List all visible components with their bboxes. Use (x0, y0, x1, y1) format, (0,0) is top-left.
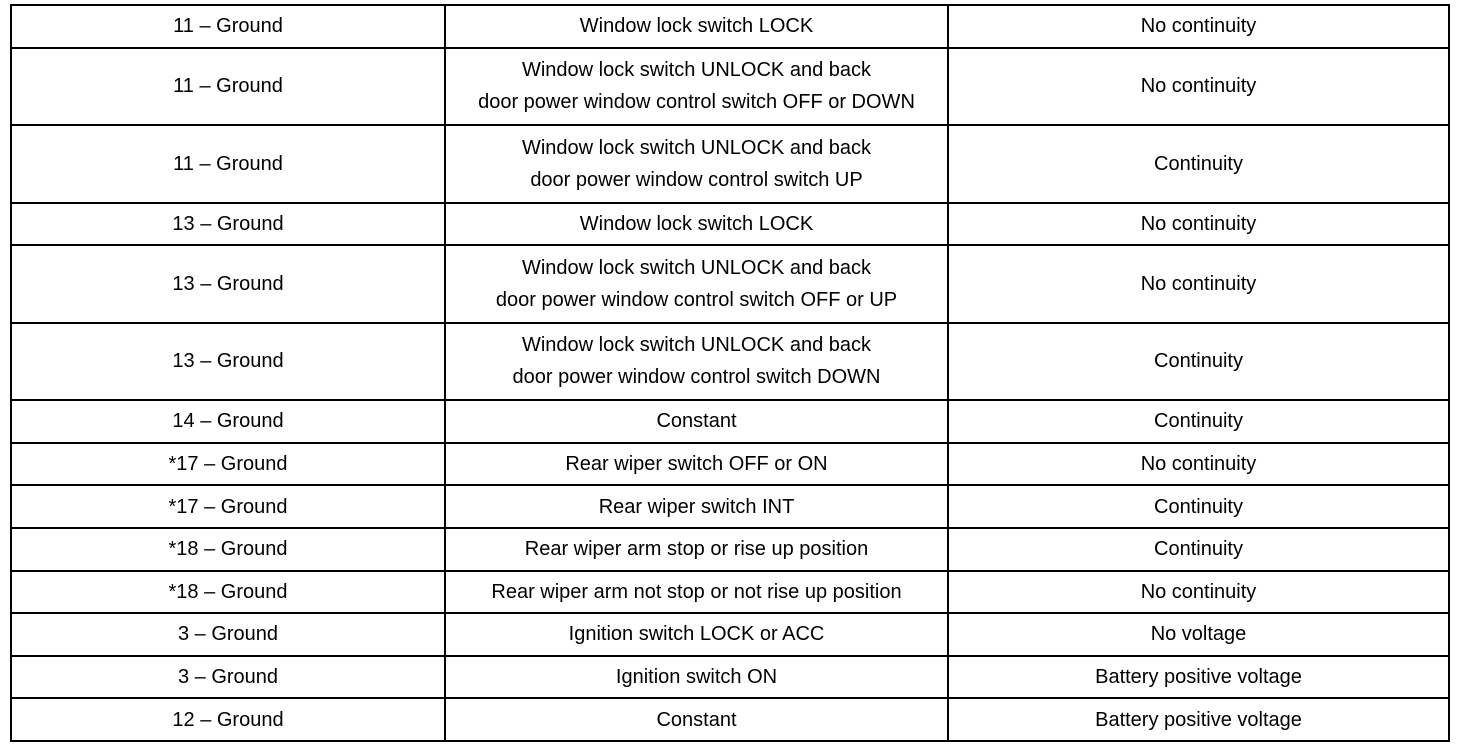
condition-line: Window lock switch UNLOCK and back (521, 334, 871, 357)
table-row (11, 571, 1449, 614)
table-row (11, 5, 1449, 48)
table-row (11, 443, 1449, 486)
table-row (11, 48, 1449, 126)
condition-line: Ignition switch ON (615, 666, 778, 689)
table-row (11, 613, 1449, 656)
condition-line: Constant (656, 410, 737, 433)
condition-line: door power window control switch OFF or UP (495, 288, 898, 311)
condition-cell (445, 571, 948, 614)
condition-line: Window lock switch LOCK (579, 15, 814, 38)
condition-cell (445, 656, 948, 699)
terminal-cell: *17 – Ground (11, 485, 445, 528)
condition-line: door power window control switch DOWN (512, 366, 881, 389)
condition-cell (445, 245, 948, 323)
condition-line: Ignition switch LOCK or ACC (568, 623, 825, 646)
inspection-table-container (10, 4, 1448, 742)
specified-condition-cell: Continuity (948, 528, 1449, 571)
condition-line: Window lock switch LOCK (579, 212, 814, 235)
terminal-cell: 3 – Ground (11, 613, 445, 656)
condition-cell (445, 613, 948, 656)
condition-cell (445, 203, 948, 246)
condition-line: Rear wiper arm stop or rise up position (524, 538, 869, 561)
specified-condition-cell: Continuity (948, 323, 1449, 401)
terminal-cell: 14 – Ground (11, 400, 445, 443)
specified-condition-cell: Continuity (948, 125, 1449, 203)
condition-line: Rear wiper arm not stop or not rise up position (491, 580, 902, 603)
condition-cell (445, 48, 948, 126)
condition-line: door power window control switch UP (530, 168, 863, 191)
specified-condition-cell: Continuity (948, 485, 1449, 528)
condition-line: Rear wiper switch INT (598, 495, 795, 518)
condition-cell (445, 485, 948, 528)
terminal-cell: 12 – Ground (11, 698, 445, 741)
terminal-cell: 3 – Ground (11, 656, 445, 699)
terminal-cell: *18 – Ground (11, 571, 445, 614)
table-row (11, 125, 1449, 203)
terminal-cell: 13 – Ground (11, 203, 445, 246)
table-row (11, 323, 1449, 401)
table-row (11, 245, 1449, 323)
table-row (11, 400, 1449, 443)
condition-line: Window lock switch UNLOCK and back (521, 256, 871, 279)
inspection-table (10, 4, 1450, 742)
condition-line: Rear wiper switch OFF or ON (565, 453, 828, 476)
condition-line: Window lock switch UNLOCK and back (521, 59, 871, 82)
condition-line: Constant (656, 708, 737, 731)
specified-condition-cell: No voltage (948, 613, 1449, 656)
terminal-cell: 11 – Ground (11, 48, 445, 126)
specified-condition-cell: No continuity (948, 5, 1449, 48)
specified-condition-cell: Battery positive voltage (948, 656, 1449, 699)
terminal-cell: 13 – Ground (11, 245, 445, 323)
table-row (11, 528, 1449, 571)
specified-condition-cell: Battery positive voltage (948, 698, 1449, 741)
terminal-cell: 11 – Ground (11, 5, 445, 48)
table-row (11, 656, 1449, 699)
terminal-cell: 13 – Ground (11, 323, 445, 401)
condition-line: Window lock switch UNLOCK and back (521, 136, 871, 159)
inspection-table-body (11, 5, 1449, 741)
specified-condition-cell: No continuity (948, 571, 1449, 614)
specified-condition-cell: Continuity (948, 400, 1449, 443)
condition-cell (445, 323, 948, 401)
condition-cell (445, 400, 948, 443)
table-row (11, 203, 1449, 246)
condition-cell (445, 698, 948, 741)
terminal-cell: *17 – Ground (11, 443, 445, 486)
terminal-cell: 11 – Ground (11, 125, 445, 203)
table-row (11, 698, 1449, 741)
condition-cell (445, 528, 948, 571)
condition-cell (445, 5, 948, 48)
terminal-cell: *18 – Ground (11, 528, 445, 571)
condition-cell (445, 443, 948, 486)
condition-cell (445, 125, 948, 203)
table-row (11, 485, 1449, 528)
specified-condition-cell: No continuity (948, 48, 1449, 126)
specified-condition-cell: No continuity (948, 443, 1449, 486)
specified-condition-cell: No continuity (948, 245, 1449, 323)
specified-condition-cell: No continuity (948, 203, 1449, 246)
condition-line: door power window control switch OFF or DOWN (478, 91, 915, 114)
